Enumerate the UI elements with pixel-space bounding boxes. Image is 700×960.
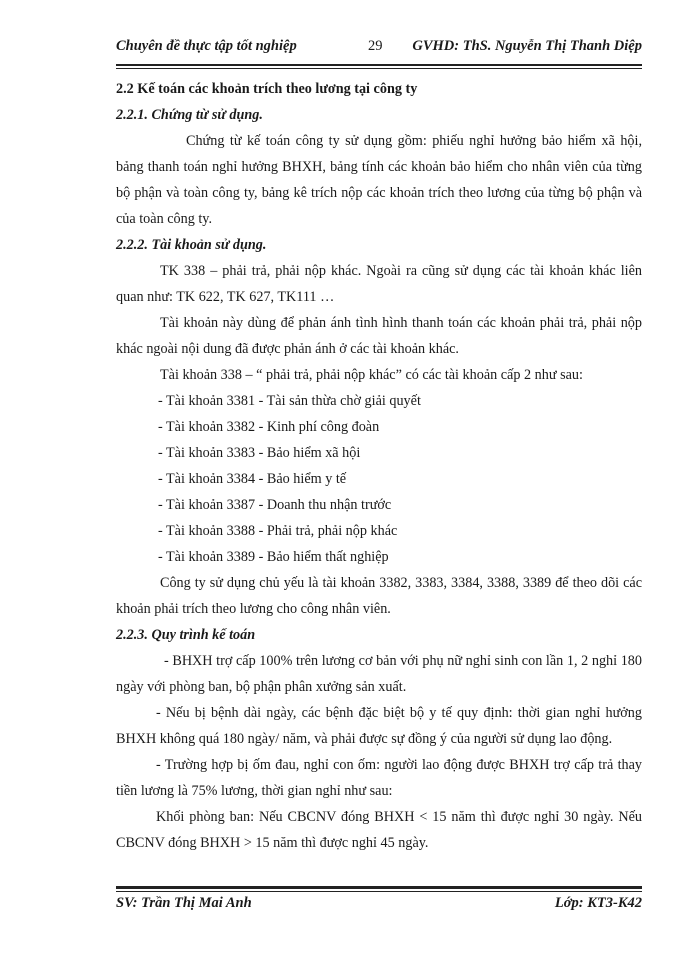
- header-advisor: GVHD: ThS. Nguyễn Thị Thanh Diệp: [412, 38, 642, 54]
- header-course-title: Chuyên đề thực tập tốt nghiệp: [116, 38, 297, 54]
- section-title: 2.2 Kế toán các khoản trích theo lương tại công ty: [116, 81, 418, 97]
- account-list-item: - Tài khoản 3388 - Phải trả, phải nộp khác: [158, 523, 398, 539]
- subsection-3-paragraph-3: - Trường hợp bị ốm đau, nghỉ con ốm: người lao động được BHXH trợ cấp trả thay tiền lương là 75% lương, thời gian nghỉ như sau:: [116, 757, 642, 799]
- subsection-1-paragraph: Chứng từ kế toán công ty sử dụng gồm: phiếu nghỉ hưởng bảo hiểm xã hội, bảng thanh toán nghỉ hưởng BHXH, bảng tính các khoản bảo hiểm cho nhân viên của từng bộ phận và toàn công ty, bảng kê trích nộp các khoản trích theo lương của từng bộ phận và của toàn công ty.: [116, 133, 642, 227]
- footer-rule-thin: [116, 891, 642, 892]
- account-list-item: - Tài khoản 3382 - Kinh phí công đoàn: [158, 419, 380, 435]
- subsection-2-title: 2.2.2. Tài khoản sử dụng.: [116, 237, 267, 253]
- subsection-3-title: 2.2.3. Quy trình kế toán: [116, 627, 256, 643]
- footer-class: Lớp: KT3-K42: [554, 895, 642, 911]
- subsection-2-paragraph-3: Tài khoản 338 – “ phải trả, phải nộp khác” có các tài khoản cấp 2 như sau:: [160, 367, 583, 383]
- account-list-item: - Tài khoản 3381 - Tài sản thừa chờ giải quyết: [158, 393, 421, 409]
- subsection-3-paragraph-1: - BHXH trợ cấp 100% trên lương cơ bản với phụ nữ nghỉ sinh con lần 1, 2 nghỉ 180 ngày với phòng ban, bộ phận phân xưởng sản xuất.: [116, 653, 642, 695]
- page-number: 29: [368, 38, 383, 54]
- account-list-item: - Tài khoản 3389 - Bảo hiểm thất nghiệp: [158, 549, 389, 565]
- header-rule-thin: [116, 68, 642, 69]
- subsection-3-paragraph-4: Khối phòng ban: Nếu CBCNV đóng BHXH < 15 năm thì được nghỉ 30 ngày. Nếu CBCNV đóng BHXH > 15 năm thì được nghỉ 45 ngày.: [116, 809, 642, 851]
- subsection-3-paragraph-2: - Nếu bị bệnh dài ngày, các bệnh đặc biệt bộ y tế quy định: thời gian nghỉ hưởng BHXH không quá 180 ngày/ năm, và phải được sự đồng ý của người sử dụng lao động.: [116, 705, 642, 747]
- subsection-2-paragraph-4: Công ty sử dụng chủ yếu là tài khoản 3382, 3383, 3384, 3388, 3389 để theo dõi các khoản phải trích theo lương cho công nhân viên.: [116, 575, 642, 617]
- subsection-1-title: 2.2.1. Chứng từ sử dụng.: [116, 107, 263, 123]
- subsection-2-paragraph-1: TK 338 – phải trả, phải nộp khác. Ngoài ra cũng sử dụng các tài khoản khác liên quan như: TK 622, TK 627, TK111 …: [116, 263, 642, 305]
- footer-rule-thick: [116, 886, 642, 889]
- header-rule-thick: [116, 64, 642, 66]
- account-list-item: - Tài khoản 3383 - Bảo hiểm xã hội: [158, 445, 361, 461]
- footer-student: SV: Trần Thị Mai Anh: [116, 895, 252, 911]
- page-footer: [116, 895, 642, 919]
- page-header: [116, 38, 642, 62]
- account-list-item: - Tài khoản 3387 - Doanh thu nhận trước: [158, 497, 392, 513]
- page-body: [116, 76, 642, 856]
- subsection-2-paragraph-2: Tài khoản này dùng để phản ánh tình hình thanh toán các khoản phải trả, phải nộp khác ngoài nội dung đã được phản ánh ở các tài khoản khác.: [116, 315, 642, 357]
- account-list-item: - Tài khoản 3384 - Bảo hiểm y tế: [158, 471, 347, 487]
- account-list: [116, 388, 642, 570]
